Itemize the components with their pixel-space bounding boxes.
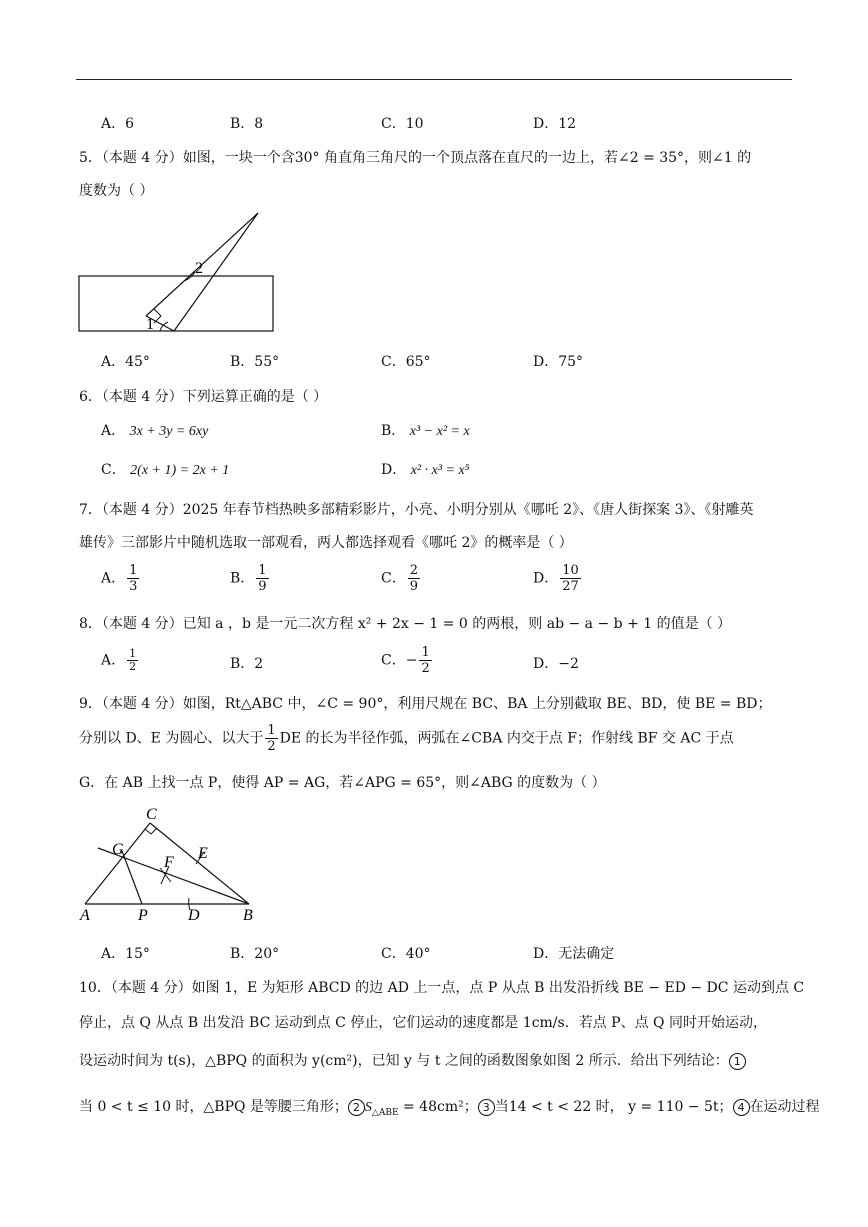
q5-stem-line1: 5．（本题 4 分）如图，一块一个含30° 角直角三角尺的一个顶点落在直尺的一边上，若∠2 = 35°，则∠1 的 [79, 150, 752, 166]
conclusion-4-marker: 4 [733, 1099, 750, 1116]
q10-stem-line3 [79, 1050, 746, 1070]
q10-line3-text: 设运动时间为 t(s)，△BPQ 的面积为 y(cm²)，已知 y 与 t 之间的函数图象如图 2 所示．给出下列结论： [79, 1053, 729, 1069]
q7-stem-line2: 雄传》三部影片中随机选取一部观看，两人都选择观看《哪吒 2》的概率是（ ） [79, 535, 573, 551]
q8-option-b[interactable]: B．2 [230, 656, 264, 672]
q10-line4-part-e: 在运动过程 [749, 1099, 820, 1115]
q6-option-a-label: A． [101, 423, 126, 439]
q7-option-b[interactable] [230, 563, 271, 594]
q10-line4-part-c: = 48cm²； [398, 1099, 478, 1115]
q9-option-b[interactable]: B．20° [230, 946, 280, 962]
q8-option-c-label: C． [381, 652, 406, 669]
q9-half-fraction [265, 723, 277, 754]
q10-stem-line1: 10．（本题 4 分）如图 1，E 为矩形 ABCD 的边 AD 上一点，点 P 从点 B 出发沿折线 BE − ED − DC 运动到点 C [79, 980, 805, 996]
angle-1-label: 1 [146, 316, 154, 333]
point-b-label: B [243, 907, 253, 924]
area-symbol: S [364, 1100, 372, 1115]
numerator: 2 [409, 563, 418, 578]
q5-stem-line2: 度数为（ ） [79, 183, 154, 199]
q6-option-b-expr: x³ − x² = x [409, 424, 470, 439]
numerator: 1 [267, 723, 276, 738]
q5-option-a[interactable]: A．45° [101, 354, 150, 370]
conclusion-3-marker: 3 [478, 1099, 495, 1116]
q6-stem: 6．（本题 4 分）下列运算正确的是（ ） [79, 389, 328, 405]
q10-line4-part-d: 当14 < t < 22 时， y = 110 − 5t； [494, 1099, 733, 1115]
q8-option-c-fraction [419, 645, 431, 676]
q9-option-d[interactable]: D．无法确定 [533, 946, 615, 962]
point-d-label: D [188, 907, 200, 924]
point-e-label: E [198, 845, 208, 862]
q5-option-c[interactable]: C．65° [381, 354, 431, 370]
q7-option-a-fraction [127, 563, 139, 594]
q6-option-c-expr: 2(x + 1) = 2x + 1 [130, 463, 230, 478]
denominator: 3 [129, 579, 138, 594]
area-subscript: △ABE [371, 1107, 399, 1118]
point-a-label: A [80, 907, 90, 924]
q6-option-a-expr: 3x + 3y = 6xy [129, 424, 209, 439]
q7-stem-line1: 7．（本题 4 分）2025 年春节档热映多部精彩影片，小亮、小明分别从《哪吒 2》、《唐人街探案 3》、《射雕英 [79, 502, 754, 518]
header-rule [76, 79, 792, 80]
point-p-label: P [138, 907, 148, 924]
q8-option-a-label: A． [101, 652, 126, 669]
point-f-label: F [164, 854, 174, 871]
denominator: 2 [267, 739, 276, 754]
q4-option-c[interactable]: C．10 [381, 116, 424, 132]
ruler-shape [79, 276, 273, 331]
numerator: 1 [129, 563, 138, 578]
q7-option-d-label: D． [533, 570, 559, 587]
denominator: 9 [258, 579, 267, 594]
q4-option-a[interactable]: A．6 [101, 116, 135, 132]
q7-option-c[interactable] [381, 563, 422, 594]
point-c-label: C [146, 806, 157, 823]
conclusion-1-marker: 1 [729, 1053, 746, 1070]
point-g-label: G [112, 841, 124, 858]
q8-option-c-sign: − [405, 652, 418, 669]
q6-option-b-label: B． [381, 423, 406, 439]
q8-stem: 8．（本题 4 分）已知 a ，b 是一元二次方程 x² + 2x − 1 = 0 的两根，则 ab − a − b + 1 的值是（ ） [79, 616, 732, 632]
q7-option-d[interactable] [533, 563, 583, 594]
q6-option-a[interactable] [101, 420, 208, 440]
numerator: 1 [258, 563, 267, 578]
q7-option-d-fraction [560, 563, 581, 594]
q9-stem-line3: G．在 AB 上找一点 P，使得 AP = AG，若∠APG = 65°，则∠ABG 的度数为（ ） [79, 775, 606, 791]
q9-stem-line2 [79, 723, 734, 754]
q7-option-a-label: A． [101, 570, 126, 587]
q7-option-a[interactable] [101, 563, 141, 594]
q8-option-c[interactable] [381, 645, 434, 676]
q7-option-c-fraction [408, 563, 420, 594]
q7-option-b-label: B． [230, 570, 255, 587]
q6-option-b[interactable] [381, 420, 470, 440]
q5-ruler-triangle-figure [76, 205, 281, 337]
q9-option-a[interactable]: A．15° [101, 946, 150, 962]
q9-line2-part-a: 分别以 D、E 为圆心、以大于 [79, 730, 264, 747]
q6-option-d-label: D． [381, 462, 407, 478]
conclusion-2-marker: 2 [348, 1099, 365, 1116]
q8-option-a-fraction [127, 648, 138, 673]
q6-option-c-label: C． [101, 462, 126, 478]
numerator: 1 [421, 645, 430, 660]
numerator: 1 [129, 647, 137, 660]
q6-option-d-expr: x² · x³ = x⁵ [410, 463, 470, 478]
q5-option-d[interactable]: D．75° [533, 354, 584, 370]
q9-stem-line1: 9．（本题 4 分）如图，Rt△ABC 中，∠C = 90°，利用尺规在 BC、BA 上分别截取 BE、BD，使 BE = BD； [79, 696, 772, 712]
denominator: 2 [421, 661, 430, 676]
q6-option-c[interactable] [101, 459, 229, 479]
q4-option-d[interactable]: D．12 [533, 116, 577, 132]
denominator: 27 [562, 579, 579, 594]
numerator: 10 [562, 563, 579, 578]
q8-option-a[interactable] [101, 648, 140, 673]
q8-option-d[interactable]: D．−2 [533, 656, 579, 672]
q10-stem-line4 [79, 1096, 820, 1118]
angle-2-label: 2 [195, 260, 203, 277]
q9-triangle-figure [76, 800, 271, 924]
q10-line4-part-a: 当 0 < t ≤ 10 时，△BPQ 是等腰三角形； [79, 1099, 348, 1115]
q6-option-d[interactable] [381, 459, 470, 479]
q7-option-c-label: C． [381, 570, 406, 587]
q4-option-b[interactable]: B．8 [230, 116, 264, 132]
q5-option-b[interactable]: B．55° [230, 354, 280, 370]
q9-line2-part-b: DE 的长为半径作弧，两弧在∠CBA 内交于点 F；作射线 BF 交 AC 于点 [279, 730, 734, 747]
denominator: 2 [129, 660, 137, 673]
q10-stem-line2: 停止，点 Q 从点 B 出发沿 BC 运动到点 C 停止，它们运动的速度都是 1cm/s．若点 P、点 Q 同时开始运动， [79, 1015, 767, 1031]
q7-option-b-fraction [256, 563, 268, 594]
q9-option-c[interactable]: C．40° [381, 946, 431, 962]
denominator: 9 [409, 579, 418, 594]
